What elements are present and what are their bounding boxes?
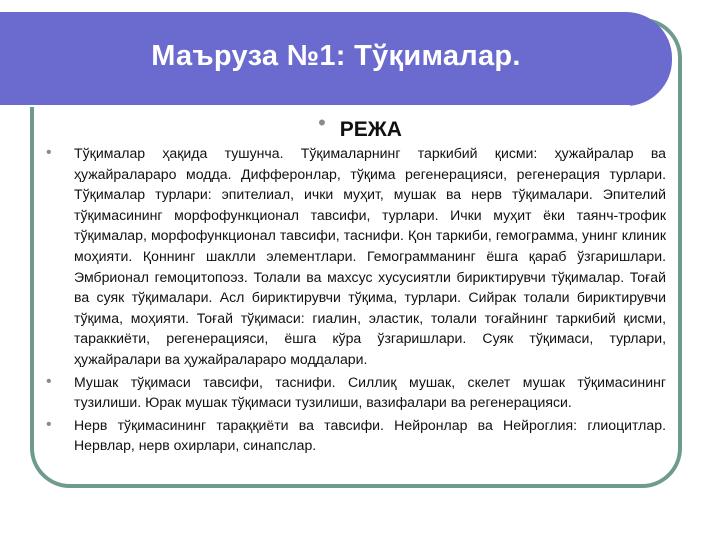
plan-list [46, 143, 666, 458]
title-underline [0, 105, 630, 107]
bullet-icon: • [318, 110, 326, 135]
list-item [46, 415, 666, 456]
slide-title: Маъруза №1: Тўқималар. [151, 40, 521, 72]
plan-heading-row [0, 110, 720, 142]
list-item-text: Нерв тўқимасининг тараққиёти ва тавсифи. Нейронлар ва Нейроглия: глиоцитлар. Нервлар, нерв охирлари, синапслар. [74, 416, 666, 454]
plan-heading: РЕЖА [339, 118, 402, 141]
bullet-icon: • [46, 415, 52, 433]
list-item [46, 143, 666, 370]
title-band [0, 12, 672, 106]
list-item [46, 372, 666, 413]
list-item-text: Мушак тўқимаси тавсифи, таснифи. Силлиқ мушак, скелет мушак тўқимасининг тузилиши. Юрак мушак тўқимаси тузилиши, вазифалари ва регенерацияси. [74, 373, 666, 411]
bullet-icon: • [46, 372, 52, 390]
bullet-icon: • [46, 144, 52, 161]
list-item-text: Тўқималар ҳақида тушунча. Тўқималарнинг таркибий қисми: ҳужайралар ва ҳужайралараро модда. Дифферонлар, тўқима регенерацияси, регенерация турлари. Тўқималар турлари: эпителиал, ички муҳит, мушак ва нерв тўқималари. Эпителий тўқимасининг морфофункционал тавсифи, турлари. Ички муҳит ёки таянч-трофик тўқималар, морфофункционал тавсифи, таснифи. Қон таркиби, гемограмма, унинг клиник моҳияти. Қоннинг шаклли элементлари. Гемограмманинг ёшга қараб ўзгаришлари. Эмбрионал гемоцитопоэз. Толали ва махсус хусусиятли бириктирувчи тўқималар. Тоғай ва суяк тўқималари. Асл бириктирувчи тўқима, турлари. Сийрак толали бириктирувчи тўқима, моҳияти. Тоғай тўқимаси: гиалин, эластик, толали тоғайнинг таркибий қисми, тараккиёти, регенерацияси, ёшга кўра ўзгаришлари. Суяк тўқимаси, турлари, ҳужайралари ва ҳужайралараро моддалари. [74, 145, 666, 367]
